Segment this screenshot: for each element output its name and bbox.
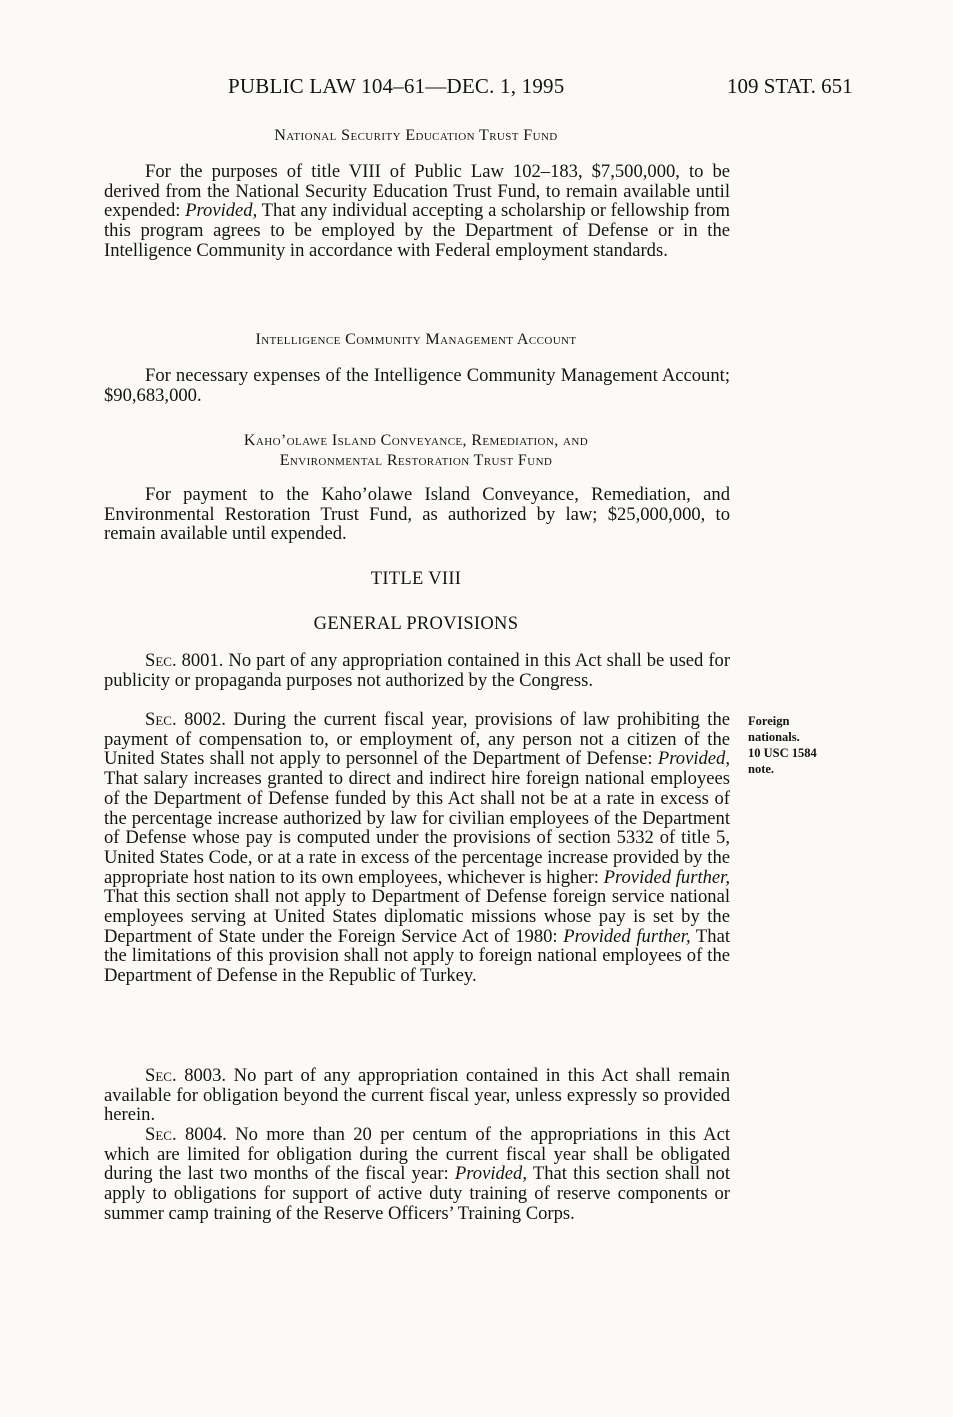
sec-label: Sec.: [145, 1124, 177, 1145]
title-name: GENERAL PROVISIONS: [313, 614, 519, 634]
heading-line: Environmental Restoration Trust Fund: [279, 452, 553, 469]
running-header-statute-page: 109 STAT. 651: [727, 74, 853, 98]
sec-number: 8002.: [176, 709, 226, 730]
text-segment: That this section shall not apply to obligations for support of active duty training of reserve components or summer camp training of the Reserve Officers’ Training Corps.: [104, 1163, 730, 1224]
paragraph-nset-fund: [104, 162, 730, 261]
provision-8003: [104, 1066, 730, 1125]
sec-number: 8003.: [176, 1065, 227, 1086]
provision-8002: [104, 710, 730, 986]
text-segment: That salary increases granted to direct and indirect hire foreign national employees of the Department of Defense funded by this Act shall not be at a rate in excess of the percentage increase authorized by law for civilian employees of the Department of Defense whose pay is computed under the provisions of section 5332 of title 5, United States Code, or at a rate in excess of the percentage increase provided by the appropriate host nation to its own employees, whichever is higher:: [104, 768, 730, 888]
margin-note-line: 10 USC 1584: [748, 746, 817, 760]
italic-proviso: Provided further,: [563, 925, 691, 947]
margin-note: [748, 713, 868, 777]
text-segment: No part of any appropriation contained in this Act shall be used for publicity or propaganda purposes not authorized by the Congress.: [104, 650, 731, 691]
text-segment: For necessary expenses of the Intelligence Community Management Account; $90,683,000.: [104, 365, 730, 406]
sec-label: Sec.: [145, 1065, 177, 1086]
italic-proviso: Provided,: [454, 1163, 527, 1185]
margin-note-line: note.: [748, 762, 775, 776]
italic-proviso: Provided,: [185, 200, 258, 222]
text-segment: For payment to the Kaho’olawe Island Conveyance, Remediation, and Environmental Restoration Trust Fund, as authorized by law; $25,000,000, to remain available until expended.: [104, 484, 730, 545]
sec-label: Sec.: [145, 650, 177, 671]
text-segment: No more than 20 per centum of the appropriations in this Act which are limited for obligation during the current fiscal year shall be obligated during the last two months of the fiscal year:: [104, 1124, 731, 1185]
sec-number: 8001.: [176, 650, 224, 671]
text-segment: For the purposes of title VIII of Public Law 102–183, $7,500,000, to be derived from the National Security Education Trust Fund, to remain available until expended:: [104, 161, 730, 222]
running-header-law: PUBLIC LAW 104–61—DEC. 1, 1995: [228, 74, 565, 98]
text-segment: During the current fiscal year, provisions of law prohibiting the payment of compensation to, or employment of, any person not a citizen of the United States shall not apply to personnel of the Department of Defense:: [104, 709, 731, 770]
provision-8001: [104, 651, 730, 690]
text-segment: That the limitations of this provision shall not apply to foreign national employees of the Department of Defense in the Republic of Turkey.: [104, 925, 730, 987]
section-heading-kahoolawe: [100, 431, 732, 471]
paragraph-icma: [104, 366, 730, 405]
section-heading-icma: Intelligence Community Management Account: [255, 331, 577, 348]
section-heading-nset-fund: National Security Education Trust Fund: [274, 127, 558, 144]
margin-note-line: nationals.: [748, 730, 800, 744]
sec-number: 8004.: [176, 1124, 227, 1145]
sec-label: Sec.: [145, 709, 177, 730]
text-segment: That any individual accepting a scholarship or fellowship from this program agrees to be employed by the Department of Defense or in the Intelligence Community in accordance with Federal employment standards.: [104, 200, 731, 261]
text-segment: That this section shall not apply to Department of Defense foreign service national employees serving at United States diplomatic missions whose pay is set by the Department of State under the Foreign Service Act of 1980:: [104, 886, 730, 947]
italic-proviso: Provided further,: [603, 866, 730, 888]
title-number: TITLE VIII: [370, 569, 462, 589]
provision-8004: [104, 1125, 730, 1224]
text-segment: No part of any appropriation contained in this Act shall remain available for obligation beyond the current fiscal year, unless expressly so provided herein.: [104, 1065, 731, 1126]
italic-proviso: Provided,: [657, 748, 730, 770]
heading-line: Kaho’olawe Island Conveyance, Remediation, and: [243, 432, 589, 449]
paragraph-kahoolawe: [104, 485, 730, 544]
margin-note-line: Foreign: [748, 714, 790, 728]
